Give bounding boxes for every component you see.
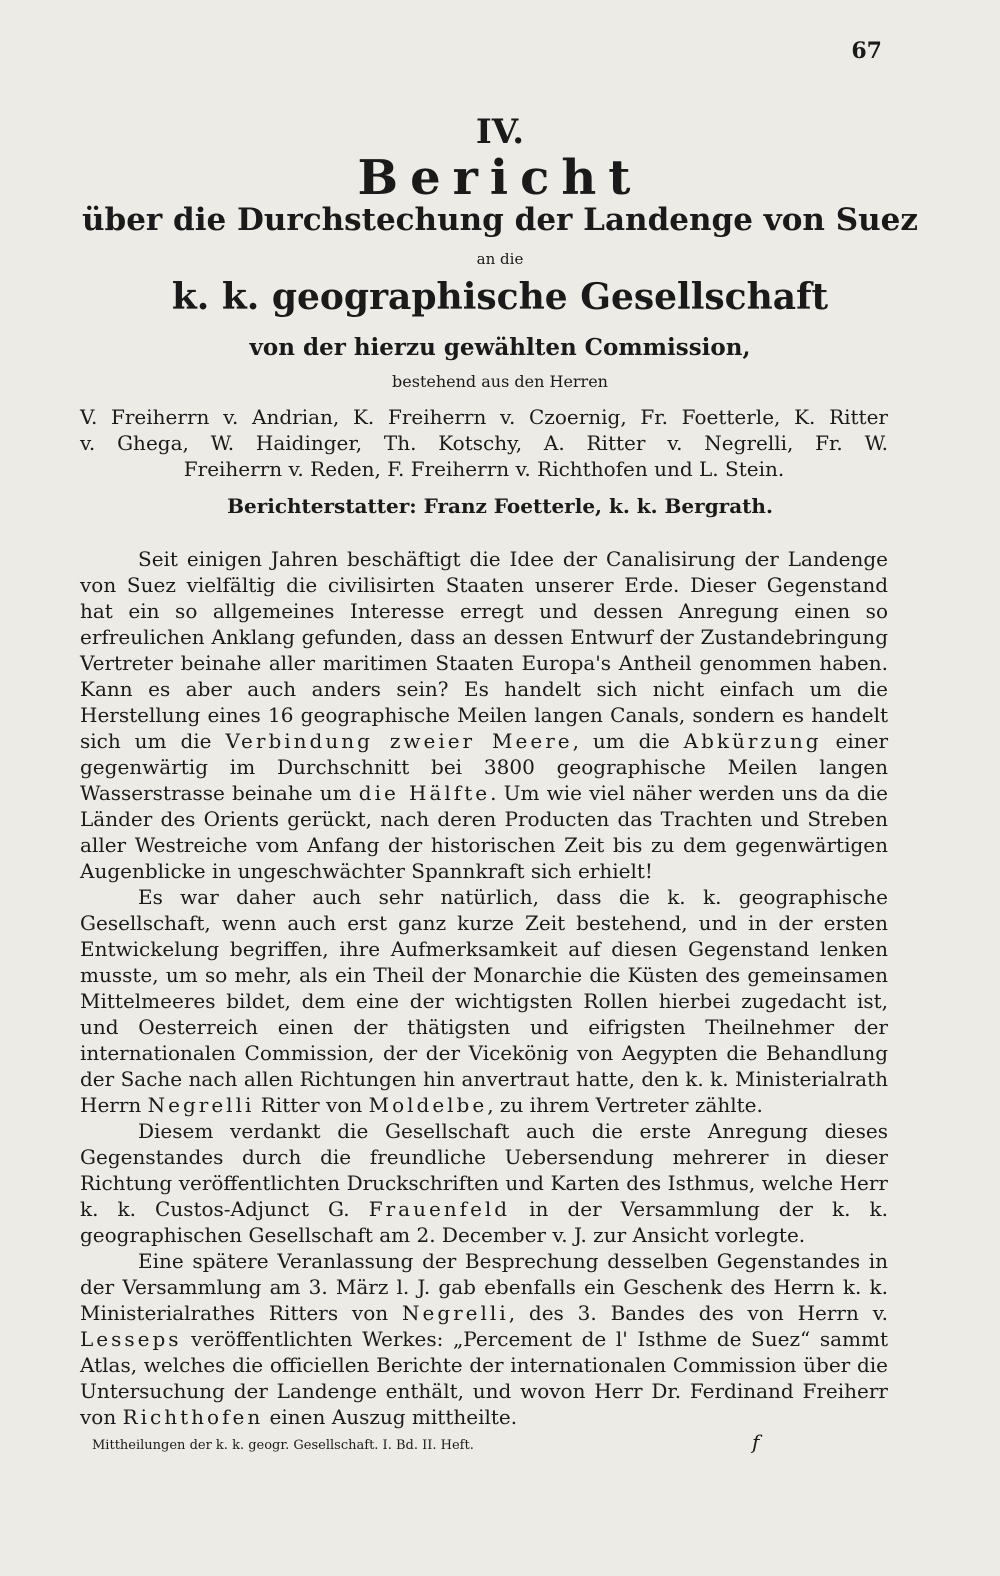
text-run: Es war daher auch sehr natürlich, dass die k. k. geographische Gesellschaft, wenn auch erst ganz kurze Zeit bestehend, und in der ersten Entwickelung begriffen, ihre Aufmerksamkeit auf diesen Gegenstand lenken musste, um so mehr, als ein Theil der Monarchie die Küsten des gemeinsamen Mittelmeeres bildet, dem eine der wichtigsten Rollen hierbei zugedacht ist, und Oesterreich einen der thätigsten und eifrigsten Theilnehmer der internationalen Commission, der der Vicekönig von Aegypten die Behandlung der Sache nach allen Richtungen hin anvertraut hatte, den k. k. Ministerialrath Herrn	[80, 885, 888, 1117]
emphasized-name: Richthofen	[122, 1405, 264, 1429]
emphasized-name: Verbindung zweier Meere	[225, 729, 573, 753]
text-run: , zu ihrem Vertreter zählte.	[487, 1093, 763, 1117]
paragraph	[80, 1118, 888, 1248]
text-run: einer gegenwärtig im Durchschnitt bei 3800 geographische Meilen langen Wasserstrasse beinahe um	[80, 729, 889, 805]
text-run: Ritter von	[254, 1093, 369, 1117]
commission-line: von der hierzu gewählten Commission,	[249, 334, 751, 361]
text-run: , um die	[572, 729, 684, 753]
paragraph	[80, 884, 888, 1118]
text-run: veröffentlichten Werkes: „Percement de l' Isthme de Suez“ sammt Atlas, welches die officiellen Berichte der internationalen Commission über die Untersuchung der Landenge enthält, und wovon Herr Dr. Ferdinand Freiherr von	[80, 1327, 888, 1429]
emphasized-name: Negrelli	[147, 1093, 255, 1117]
emphasized-name: die Hälfte	[358, 781, 491, 805]
text-run: Seit einigen Jahren beschäftigt die Idee der Canalisirung der Landenge von Suez vielfältig die civilisirten Staaten unserer Erde. Dieser Gegenstand hat ein so allgemeines Interesse erregt und dessen Anregung einen so erfreulichen Anklang gefunden, dass an dessen Entwurf der Zustandebringung Vertreter beinahe aller maritimen Staaten Europa's Antheil genommen haben. Kann es aber auch anders sein? Es handelt sich nicht einfach um die Herstellung eines 16 geographische Meilen langen Canals, sondern es handelt sich um die	[80, 547, 888, 753]
text-run: einen Auszug mittheilte.	[263, 1405, 518, 1429]
connector-text: an die	[476, 250, 524, 268]
emphasized-name: Abkürzung	[683, 729, 822, 753]
emphasized-name: Frauenfeld	[368, 1197, 511, 1221]
text-run: Diesem verdankt die Gesellschaft auch die erste Anregung dieses Gegenstandes durch die freundliche Uebersendung mehrerer in dieser Richtung veröffentlichten Druckschriften und Karten des Isthmus, welche Herr k. k. Custos-Adjunct G.	[80, 1119, 888, 1221]
members-intro: bestehend aus den Herren	[392, 372, 608, 391]
report-subtitle: über die Durchstechung der Landenge von Suez	[81, 202, 918, 238]
signature-mark: f	[752, 1430, 760, 1454]
emphasized-name: Negrelli	[401, 1301, 509, 1325]
emphasized-name: Lesseps	[80, 1327, 182, 1351]
footer-citation: Mittheilungen der k. k. geogr. Gesellschaft. I. Bd. II. Heft.	[92, 1438, 474, 1453]
reporter-line: Berichterstatter: Franz Foetterle, k. k. Bergrath.	[227, 494, 773, 518]
text-run: in der Versammlung der k. k. geographischen Gesellschaft am 2. December v. J. zur Ansicht vorlegte.	[80, 1197, 889, 1247]
emphasized-name: Moldelbe	[368, 1093, 488, 1117]
body-text	[80, 546, 888, 1430]
section-numeral: IV.	[475, 112, 525, 152]
member-list	[80, 404, 888, 482]
member-line: V. Freiherrn v. Andrian, K. Freiherrn v. Czoernig, Fr. Foetterle, K. Ritter	[80, 405, 888, 429]
paragraph	[80, 546, 888, 884]
society-name: k. k. geographische Gesellschaft	[171, 276, 829, 318]
page-number: 67	[851, 38, 882, 64]
member-line: Freiherrn v. Reden, F. Freiherrn v. Richthofen und L. Stein.	[183, 457, 785, 481]
text-run: , des 3. Bandes des von Herrn v.	[508, 1301, 888, 1325]
report-title: Bericht	[357, 150, 643, 206]
text-run: . Um wie viel näher werden uns da die Länder des Orients gerückt, nach deren Producten das Trachten und Streben aller Westreiche vom Anfang der historischen Zeit bis zu dem gegenwärtigen Augenblicke in ungeschwächter Spannkraft sich erhielt!	[80, 781, 888, 883]
paragraph	[80, 1248, 888, 1430]
member-line: v. Ghega, W. Haidinger, Th. Kotschy, A. Ritter v. Negrelli, Fr. W.	[80, 431, 888, 455]
text-run: Eine spätere Veranlassung der Besprechung desselben Gegenstandes in der Versammlung am 3. März l. J. gab ebenfalls ein Geschenk des Herrn k. k. Ministerialrathes Ritters von	[80, 1249, 888, 1325]
